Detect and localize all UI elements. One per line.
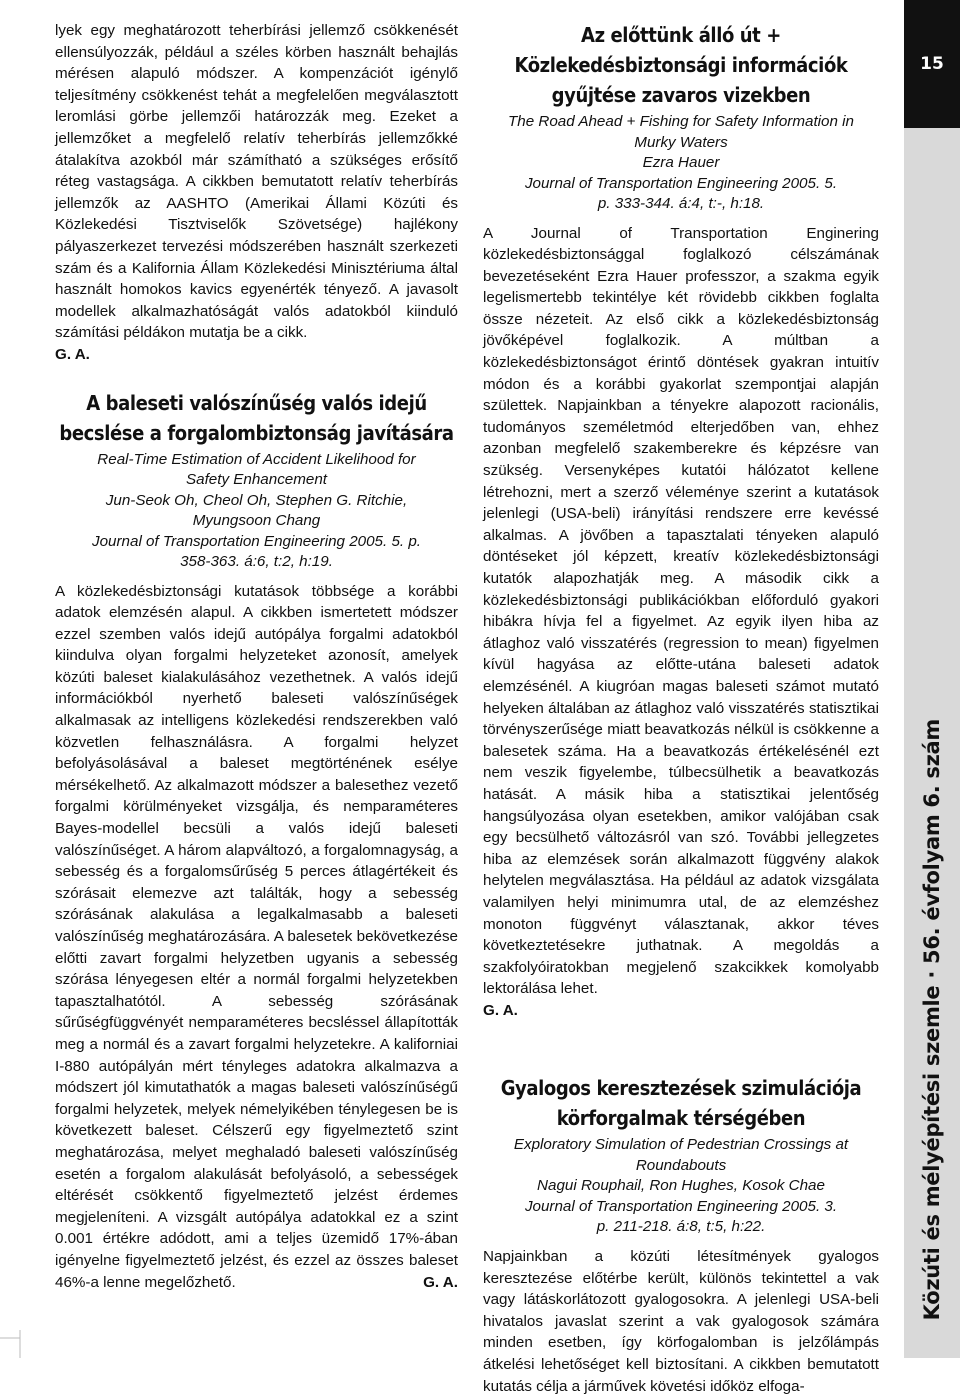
meta-line: Myungsoon Chang: [192, 512, 321, 529]
signature: G. A.: [55, 345, 90, 363]
meta-line: Journal of Transportation Engineering 2005. 5. p.: [92, 532, 421, 550]
meta-line: Safety Enhancement: [186, 471, 327, 488]
meta-line: The Road Ahead + Fishing for Safety Information in: [508, 113, 854, 130]
sidebar: [904, 0, 960, 1358]
page-number: [904, 0, 960, 128]
continuation-text: lyek egy meghatározott teherbírási jellemző csökkenését ellensúlyozzák, például a széles körben használt behajlás mérésen alapuló módszer. A kompenzációt igénylő teljesítmény csökkenést tehát a megfelelően megválasztott leromlási görbe jellemzői határozzák meg. Ezeket a jellemzőket a megfelelő relatív teherbírás jellemzőkké átalakítva azokból már számítható a szükséges erősítő réteg vastagsága. A cikkben bemutatott relatív teherbírás jellemzők az AASHTO (Amerikai Állami Közúti és Közlekedési Tisztviselők Szövetsége) hajlékony pályaszerkezet tervezési módszerében használt szerkezeti szám és a Kalifornia Állam Közlekedési Minisztériuma által használt homokos kavics egyenérték tényező. A javasolt modellek alkalmazhatóságát valós adatokból kiinduló számítási példákon mutatja be a cikk.: [55, 22, 458, 342]
left-column: [55, 20, 458, 1293]
meta-line: Murky Waters: [634, 133, 728, 151]
signature: G. A.: [483, 1001, 518, 1019]
journal-spine: [904, 690, 960, 1320]
meta-line: p. 333-344. á:4, t:-, h:18.: [597, 195, 765, 212]
article-title: A baleseti valószínűség valós idejű becslése a forgalombiztonság javítására: [59, 390, 454, 445]
journal-spine-text: Közúti és mélyépítési szemle · 56. évfolyam 6. szám: [920, 718, 944, 1320]
meta-line: Nagui Rouphail, Ron Hughes, Kosok Chae: [537, 1177, 825, 1195]
article-meta: [483, 112, 879, 215]
article-body-text: A közlekedésbiztonsági kutatások többsége a korábbi adatok elemzésén alapul. A cikkben ismertetett módszer ezzel szemben valós idejű autópálya forgalmi adatokból kiindulva olyan forgalmi helyzeteket azonosít, amelyek közúti baleset kialakulásához vezethetnek. A valós idejű információkból nyerhető baleseti valószínűségek alkalmasak az intelligens közlekedési rendszerekben való közvetlen felhasználásra. A forgalmi helyzet befolyásolásával a baleset megtörténének esélye mérsékelhető. Az alkalmazott módszer a balesethez vezető forgalmi körülményeket vizsgálja, és nemparaméteres Bayes-modellel becsüli a valós idejű baleseti valószínűséget. A három alapváltozó, a forgalomnagyság, a sebesség és a forgalomsűrűség 5 perces átlagértékeit és szórásait elemezve azt találták, hogy a sebesség szórásának alakulása a legalkalmasabb a baleseti valószínűség meghatározására. A balesetek bekövetkezése előtti zavart forgalmi helyzetben ugyanis a sebesség szórása lényegesen eltér a normál forgalmi helyzetekben tapasztalhatótól. A sebesség szórásának sűrűségfüggvényét nemparaméteres becsléssel állapították meg a normál és a zavart forgalmi helyzetekre. A kaliforniai I-880 autópályán mért tényleges adatokra alkalmazva a módszert jól kimutathatók a magas baleseti valószínűségű forgalmi helyzetek, melyek némelyikében ténylegesen be is következett baleset. Célszerű egy figyelmeztető szint meghatározása, melyet meghaladó baleseti valószínűség esetén a forgalom alakulását befolyásoló, a sebességek eltérését csökkentő figyelmeztető jelzést érdemes megjeleníteni. A vizsgált autópálya adatokkal ez a szint 0.001 értékre adódott, ami a teljes üzemidő 17%-ában igényelne figyelmeztető jelzést, és ezzel az összes baleset 46%-a lenne megelőzhető.: [55, 582, 458, 1291]
article-meta: [55, 450, 458, 573]
meta-line: Jun-Seok Oh, Cheol Oh, Stephen G. Ritchie,: [105, 491, 408, 509]
meta-line: p. 211-218. á:8, t:5, h:22.: [596, 1218, 766, 1236]
meta-line: Journal of Transportation Engineering 2005. 3.: [524, 1197, 838, 1215]
article-body: [55, 581, 458, 1294]
signature: G. A.: [423, 1273, 458, 1291]
meta-line: Real-Time Estimation of Accident Likelihood for: [97, 450, 416, 468]
meta-line: Journal of Transportation Engineering 2005. 5.: [524, 174, 838, 192]
article-body: A Journal of Transportation Enginering közlekedésbiztonsággal foglalkozó célszámának bevezetéseként Ezra Hauer professzor, a szakma egyik legelismertebb tekintélye két rövidebb cikkben foglalta össze nézeteit. Az első cikk a közlekedésbiztonság jövőképével foglalkozik. A múltban a közlekedésbiztonságot érintő döntések gyakran intuitív módon és a korábbi gyakorlat szempontjai alapján születtek. Napjainkban a tényekre alapozott racionális, tudományos személetmód elterjedőben van, ehhez azonban megfelelő szakemberekre és képzésre van szükség. Versenyképes kutatói hálózatot kellene létrehozni, mert a szerző véleménye szerint a kutatások jelenlegi (USA-beli) irányítási rendszere erre kevéssé alkalmas. A jövőben a tapasztalati tényeken alapuló döntéseket jól képzett, kreatív közlekedésbiztonsági kutatók alapozhatják meg. A második cikk a közlekedésbiztonsági publikációkban előforduló gyakori hibákra hívja fel a figyelmet. Az egyik ilyen hiba az átlaghoz való visszatérés (regression to mean) figyelmen kívül hagyása az előtte-utána baleseti adatok elemzésénél. A kiugróan magas baleseti számot mutató helyeken általában az átlaghoz való visszatérés statisztikai törvényszerűsége miatt beavatkozás nélkül is csökkenne a balesetek száma. Ha a beavatkozás értékelésénél ezt nem veszik figyelembe, túlbecsülhetik a beavatkozás hatását. A másik hiba a statisztikai jelentőség hangsúlyozása olyan esetekben, amikor valójában csak egy becsülhető változásról van szó. További jellegzetes hiba az elemzések során alkalmazott függvény alakok helytelen megválasztása. Ha például az adatok vizsgálata valamilyen helyi minimumra utal, de az elemzéshez monoton függvényt választanak, akkor téves következtetésekre juthatnak. A megoldás a szakfolyóiratokban megjelenő szakcikkek komolyabb lektorálása lehet.: [483, 224, 879, 998]
article-body: Napjainkban a közúti létesítmények gyalogos keresztezése előtérbe került, különös tekintettel a vak vagy látáskorlátozott gyalogosokra. A jelenlegi USA-beli hivatalos javaslat szerint a vak gyalogosok számára minden esetben, így körfogalomban is jelzőlámpás átkelési lehetőséget kell biztosítani. A cikkben bemutatott kutatás célja a járművek követési időköz elfoga-: [483, 1247, 879, 1395]
meta-line: Ezra Hauer: [642, 154, 720, 171]
page-number-text: 15: [920, 54, 944, 74]
crop-marks: [0, 1330, 904, 1358]
article-meta: [483, 1135, 879, 1238]
article-title: Az előttünk álló út + Közlekedésbiztonsági információk gyűjtése zavaros vizekben: [514, 23, 848, 107]
article-title: Gyalogos keresztezések szimulációja körforgalmak térségében: [500, 1076, 862, 1131]
right-column: [483, 20, 879, 1397]
meta-line: 358-363. á:6, t:2, h:19.: [180, 553, 333, 570]
meta-line: Roundabouts: [635, 1156, 727, 1174]
meta-line: Exploratory Simulation of Pedestrian Crossings at: [513, 1136, 849, 1154]
